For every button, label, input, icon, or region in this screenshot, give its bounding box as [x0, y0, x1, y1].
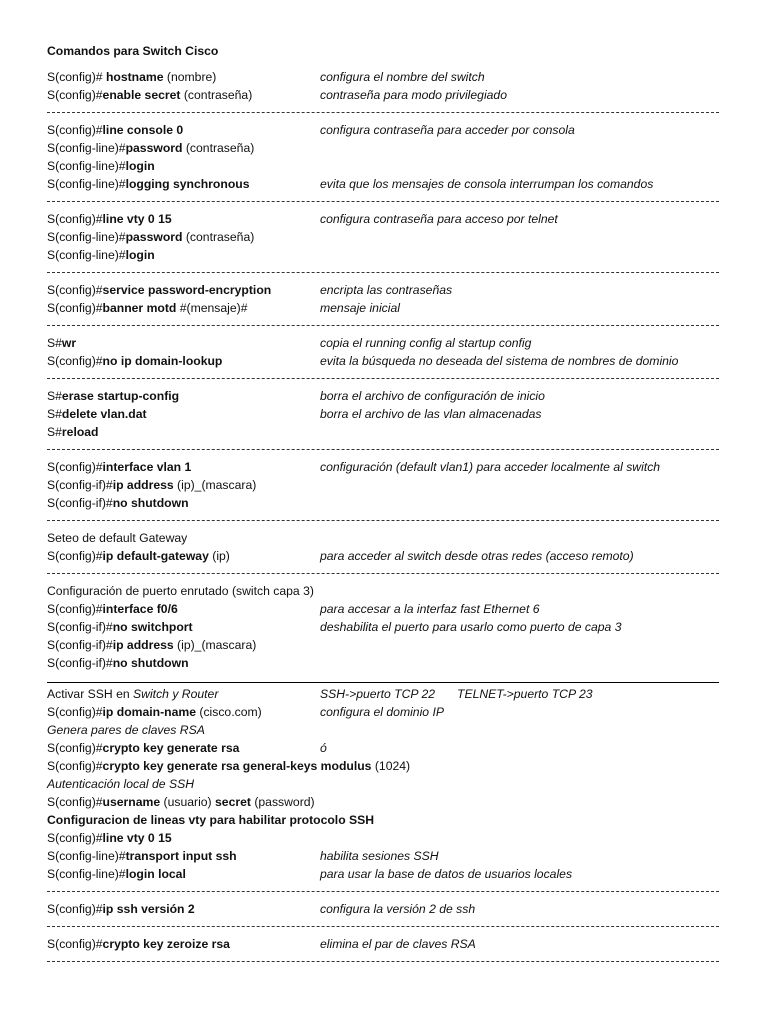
heading-text: [47, 685, 218, 703]
command: [47, 423, 99, 441]
argument: (usuario): [160, 795, 216, 809]
command-line: [47, 458, 719, 476]
keyword: interface vlan 1: [102, 460, 192, 474]
description: elimina el par de claves RSA: [320, 937, 476, 951]
description: encripta las contraseñas: [320, 283, 453, 297]
command: [47, 352, 222, 370]
keyword: no switchport: [112, 620, 193, 634]
command-line: [47, 68, 719, 86]
command: [47, 600, 178, 618]
prompt: S(config)#: [47, 460, 103, 474]
command: [47, 494, 189, 512]
section-heading: [47, 582, 719, 600]
keyword: ip address: [112, 478, 174, 492]
argument: (contraseña): [182, 230, 255, 244]
description: TELNET->puerto TCP 23: [457, 687, 593, 701]
prompt: S(config-line)#: [47, 230, 126, 244]
description: para accesar a la interfaz fast Ethernet 6: [320, 602, 540, 616]
argument: (nombre): [163, 70, 217, 84]
prompt: S(config)#: [47, 88, 103, 102]
prompt: S(config)#: [47, 602, 103, 616]
dashed-divider: [47, 449, 719, 450]
keyword: ip domain-name: [102, 705, 196, 719]
note-text: Autenticación local de SSH: [47, 777, 195, 791]
description: ó: [320, 741, 327, 755]
prompt: S#: [47, 389, 62, 403]
command-line: [47, 865, 719, 883]
command: [47, 547, 230, 565]
command: [47, 334, 76, 352]
prompt: S(config-if)#: [47, 656, 113, 670]
dashed-divider: [47, 520, 719, 521]
keyword: no ip domain-lookup: [102, 354, 223, 368]
keyword: crypto key generate rsa: [102, 741, 240, 755]
note-line: [47, 811, 719, 829]
prompt: S#: [47, 425, 62, 439]
heading-part: Switch y Router: [133, 687, 219, 701]
prompt: S(config-line)#: [47, 177, 126, 191]
section-heading: [47, 529, 719, 547]
description: borra el archivo de las vlan almacenadas: [320, 407, 542, 421]
command-line: [47, 847, 719, 865]
prompt: S#: [47, 336, 62, 350]
heading-text: Configuración de puerto enrutado (switch capa 3): [47, 584, 314, 598]
command-line: [47, 157, 719, 175]
argument: (contraseña): [180, 88, 253, 102]
description: copia el running config al startup config: [320, 336, 532, 350]
command: [47, 458, 191, 476]
command-line: [47, 121, 719, 139]
command-line: [47, 86, 719, 104]
description: configura el dominio IP: [320, 705, 444, 719]
prompt: S(config)#: [47, 70, 106, 84]
keyword: banner motd: [102, 301, 177, 315]
command: [47, 157, 155, 175]
command: [47, 739, 239, 757]
command-line: [47, 476, 719, 494]
keyword: password: [125, 230, 183, 244]
heading-part: en: [112, 687, 134, 701]
keyword: delete vlan.dat: [61, 407, 147, 421]
keyword: logging synchronous: [125, 177, 250, 191]
prompt: S(config-if)#: [47, 638, 113, 652]
prompt: S(config-line)#: [47, 248, 126, 262]
keyword: erase startup-config: [61, 389, 180, 403]
command-line: [47, 793, 719, 811]
command: [47, 228, 254, 246]
prompt: S(config)#: [47, 759, 103, 773]
dashed-divider: [47, 926, 719, 927]
keyword: wr: [61, 336, 77, 350]
argument: (ip)_(mascara): [173, 638, 257, 652]
argument: (cisco.com): [196, 705, 262, 719]
command-line: [47, 757, 719, 775]
document-title: Comandos para Switch Cisco: [47, 44, 219, 58]
prompt: S(config)#: [47, 831, 103, 845]
command-line: [47, 387, 719, 405]
keyword: transport input ssh: [125, 849, 237, 863]
description: contraseña para modo privilegiado: [320, 88, 507, 102]
command-line: [47, 547, 719, 565]
solid-divider: [47, 682, 719, 683]
prompt: S(config)#: [47, 549, 103, 563]
heading-part: Activar SSH: [47, 687, 113, 701]
prompt: S(config)#: [47, 354, 103, 368]
argument: (ip)_(mascara): [173, 478, 257, 492]
keyword: line vty 0 15: [102, 212, 172, 226]
command-line: [47, 139, 719, 157]
command: [47, 476, 256, 494]
keyword: password: [125, 141, 183, 155]
command-line: [47, 210, 719, 228]
command-line: [47, 935, 719, 953]
description: evita la búsqueda no deseada del sistema de nombres de dominio: [320, 354, 679, 368]
command-line: [47, 618, 719, 636]
dashed-divider: [47, 961, 719, 962]
description: configura el nombre del switch: [320, 70, 485, 84]
keyword: login: [125, 248, 155, 262]
description: para acceder al switch desde otras redes (acceso remoto): [320, 549, 634, 563]
command: [47, 139, 254, 157]
command-line: [47, 352, 719, 370]
note-line: [47, 775, 719, 793]
command: [47, 900, 195, 918]
command: [47, 121, 183, 139]
argument: (1024): [371, 759, 411, 773]
command-line: [47, 299, 719, 317]
keyword: username: [102, 795, 161, 809]
keyword: secret: [215, 795, 251, 809]
prompt: S(config)#: [47, 283, 103, 297]
description: configura la versión 2 de ssh: [320, 902, 476, 916]
description: configura contraseña para acceder por consola: [320, 123, 575, 137]
command: [47, 865, 186, 883]
heading-text: Seteo de default Gateway: [47, 531, 188, 545]
prompt: S(config)#: [47, 705, 103, 719]
command: [47, 793, 315, 811]
prompt: S#: [47, 407, 62, 421]
command: [47, 299, 248, 317]
dashed-divider: [47, 201, 719, 202]
dashed-divider: [47, 112, 719, 113]
document-page: [47, 42, 719, 970]
keyword: login local: [125, 867, 186, 881]
command-line: [47, 334, 719, 352]
command-line: [47, 228, 719, 246]
command-line: [47, 405, 719, 423]
prompt: S(config)#: [47, 741, 103, 755]
prompt: S(config-line)#: [47, 159, 126, 173]
command-line: [47, 423, 719, 441]
keyword: no shutdown: [112, 656, 189, 670]
note-text: Genera pares de claves RSA: [47, 723, 205, 737]
command: [47, 68, 216, 86]
keyword: interface f0/6: [102, 602, 178, 616]
command: [47, 618, 193, 636]
prompt: S(config-if)#: [47, 620, 113, 634]
prompt: S(config-if)#: [47, 478, 113, 492]
command: [47, 387, 179, 405]
dashed-divider: [47, 573, 719, 574]
description: configura contraseña para acceso por telnet: [320, 212, 558, 226]
description: para usar la base de datos de usuarios locales: [320, 867, 573, 881]
prompt: S(config-if)#: [47, 496, 113, 510]
command: [47, 636, 256, 654]
command-line: [47, 829, 719, 847]
description: habilita sesiones SSH: [320, 849, 439, 863]
keyword: crypto key zeroize rsa: [102, 937, 230, 951]
keyword: reload: [61, 425, 99, 439]
command: [47, 829, 172, 847]
command-line: [47, 600, 719, 618]
command: [47, 847, 237, 865]
keyword: line console 0: [102, 123, 184, 137]
prompt: S(config)#: [47, 937, 103, 951]
command: [47, 86, 252, 104]
description: mensaje inicial: [320, 301, 400, 315]
command-line: [47, 703, 719, 721]
prompt: S(config-line)#: [47, 849, 126, 863]
prompt: S(config)#: [47, 795, 103, 809]
command: [47, 405, 147, 423]
prompt: S(config)#: [47, 301, 103, 315]
command: [47, 281, 271, 299]
command-line: [47, 654, 719, 672]
command-line: [47, 175, 719, 193]
command-line: [47, 246, 719, 264]
command: [47, 703, 262, 721]
command-line: [47, 494, 719, 512]
keyword: no shutdown: [112, 496, 189, 510]
keyword: crypto key generate rsa general-keys modulus: [102, 759, 372, 773]
description: deshabilita el puerto para usarlo como puerto de capa 3: [320, 620, 622, 634]
argument: (password): [250, 795, 315, 809]
argument: (ip): [208, 549, 230, 563]
command-line: [47, 636, 719, 654]
prompt: S(config-line)#: [47, 867, 126, 881]
keyword: line vty 0 15: [102, 831, 172, 845]
prompt: S(config)#: [47, 212, 103, 226]
description: evita que los mensajes de consola interrumpan los comandos: [320, 177, 654, 191]
command: [47, 935, 230, 953]
dashed-divider: [47, 272, 719, 273]
note-text: Configuracion de lineas vty para habilitar protocolo SSH: [47, 813, 375, 827]
command: [47, 757, 410, 775]
keyword: login: [125, 159, 155, 173]
prompt: S(config)#: [47, 902, 103, 916]
description: SSH->puerto TCP 22: [320, 687, 436, 701]
command-line: [47, 739, 719, 757]
dashed-divider: [47, 891, 719, 892]
command: [47, 246, 155, 264]
description: borra el archivo de configuración de inicio: [320, 389, 545, 403]
command: [47, 175, 249, 193]
command: [47, 654, 189, 672]
section-heading: [47, 685, 719, 703]
note-line: [47, 721, 719, 739]
keyword: service password-encryption: [102, 283, 272, 297]
description: configuración (default vlan1) para acceder localmente al switch: [320, 460, 661, 474]
prompt: S(config)#: [47, 123, 103, 137]
dashed-divider: [47, 325, 719, 326]
command-line: [47, 281, 719, 299]
prompt: S(config-line)#: [47, 141, 126, 155]
keyword: ip ssh versión 2: [102, 902, 195, 916]
argument: #(mensaje)#: [176, 301, 248, 315]
keyword: enable secret: [102, 88, 181, 102]
command: [47, 210, 172, 228]
command-line: [47, 900, 719, 918]
dashed-divider: [47, 378, 719, 379]
keyword: ip default-gateway: [102, 549, 209, 563]
keyword: ip address: [112, 638, 174, 652]
argument: (contraseña): [182, 141, 255, 155]
keyword: hostname: [105, 70, 164, 84]
